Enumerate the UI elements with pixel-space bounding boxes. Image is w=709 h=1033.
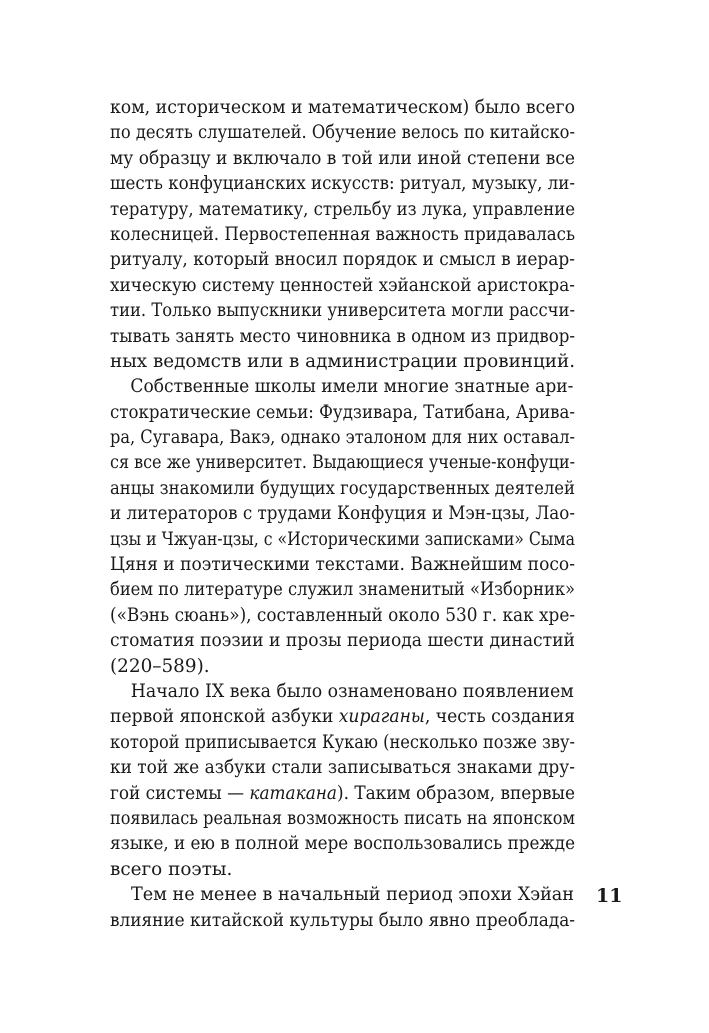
text-line xyxy=(110,298,575,323)
text-line xyxy=(110,171,575,196)
line-text: Начало IX века было ознаменовано появлением xyxy=(130,680,574,702)
line-text: му образцу и включало в той или иной степени все xyxy=(110,147,575,169)
paragraph-first-line xyxy=(110,882,575,907)
text-line xyxy=(110,781,575,806)
line-text: ритуалу, который вносил порядок и смысл в иерар- xyxy=(110,249,576,271)
body-text xyxy=(110,95,575,933)
line-text: по десять слушателей. Обучение велось по китайско- xyxy=(110,122,575,144)
line-text: которой приписывается Кукаю (несколько позже зву- xyxy=(110,731,576,753)
text-line xyxy=(110,349,575,374)
page-number: 11 xyxy=(596,885,623,907)
text-line xyxy=(110,146,575,171)
text-line xyxy=(110,324,575,349)
text-line xyxy=(110,247,575,272)
text-line xyxy=(110,95,575,120)
text-line xyxy=(110,425,575,450)
line-text: Собственные школы имели многие знатные ари- xyxy=(130,376,574,398)
text-line xyxy=(110,603,575,628)
line-text: колесницей. Первостепенная важность придавалась xyxy=(110,223,576,245)
line-text: хическую систему ценностей хэйанской аристокра- xyxy=(110,274,575,296)
text-line xyxy=(110,857,575,882)
text-line xyxy=(110,222,575,247)
line-text: бием по литературе служил знаменитый «Изборник» xyxy=(110,579,576,601)
text-line xyxy=(110,120,575,145)
line-text: ра, Сугавара, Вакэ, однако эталоном для них оставал- xyxy=(110,427,576,449)
text-line xyxy=(110,908,575,933)
text-line xyxy=(110,730,575,755)
line-text: тии. Только выпускники университета могли рассчи- xyxy=(110,300,575,322)
text-line xyxy=(110,704,575,729)
line-text: гой системы — катакана). Таким образом, впервые xyxy=(110,782,575,804)
line-text: тывать занять место чиновника в одном из придвор- xyxy=(110,325,576,347)
text-line xyxy=(110,450,575,475)
line-text: всего поэты. xyxy=(110,858,233,880)
line-text: Цяня и поэтическими текстами. Важнейшим посо- xyxy=(110,554,575,576)
line-text: появилась реальная возможность писать на японском xyxy=(110,807,575,829)
text-line xyxy=(110,501,575,526)
line-text: Тем не менее в начальный период эпохи Хэйан xyxy=(131,884,575,906)
line-text: ных ведомств или в администрации провинций. xyxy=(110,350,576,372)
line-text: (220–589). xyxy=(110,655,210,677)
line-text: стоматия поэзии и прозы периода шести династий xyxy=(110,630,575,652)
text-line xyxy=(110,628,575,653)
line-text: ся все же университет. Выдающиеся ученые-конфуци- xyxy=(110,452,576,474)
text-line xyxy=(110,831,575,856)
text-line xyxy=(110,197,575,222)
line-text: языке, и ею в полной мере воспользовались прежде xyxy=(110,833,576,855)
text-line xyxy=(110,552,575,577)
line-text: шесть конфуцианских искусств: ритуал, музыку, ли- xyxy=(110,173,575,195)
line-text: стократические семьи: Фудзивара, Татибана, Арива- xyxy=(110,401,575,423)
text-line xyxy=(110,654,575,679)
text-line xyxy=(110,527,575,552)
text-line xyxy=(110,577,575,602)
line-text: ки той же азбуки стали записываться знаками дру- xyxy=(110,757,575,779)
text-line xyxy=(110,273,575,298)
text-line xyxy=(110,755,575,780)
line-text: ком, историческом и математическом) было всего xyxy=(110,97,576,118)
paragraph-first-line xyxy=(110,679,575,704)
text-line xyxy=(110,400,575,425)
text-line xyxy=(110,476,575,501)
line-text: влияние китайской культуры было явно преоблада- xyxy=(110,909,576,931)
italic-term: катакана xyxy=(249,782,337,804)
paragraph-first-line xyxy=(110,374,575,399)
line-text: цзы и Чжуан-цзы, с «Историческими записками» Сыма xyxy=(110,528,576,550)
line-text: первой японской азбуки хираганы, честь создания xyxy=(110,706,575,728)
italic-term: хираганы xyxy=(338,706,425,728)
line-text: тературу, математику, стрельбу из лука, управление xyxy=(110,198,576,220)
line-text: анцы знакомили будущих государственных деятелей xyxy=(110,477,576,499)
text-line xyxy=(110,806,575,831)
line-text: и литераторов с трудами Конфуция и Мэн-цзы, Лао- xyxy=(110,503,575,525)
line-text: («Вэнь сюань»), составленный около 530 г. как хре- xyxy=(110,604,576,626)
